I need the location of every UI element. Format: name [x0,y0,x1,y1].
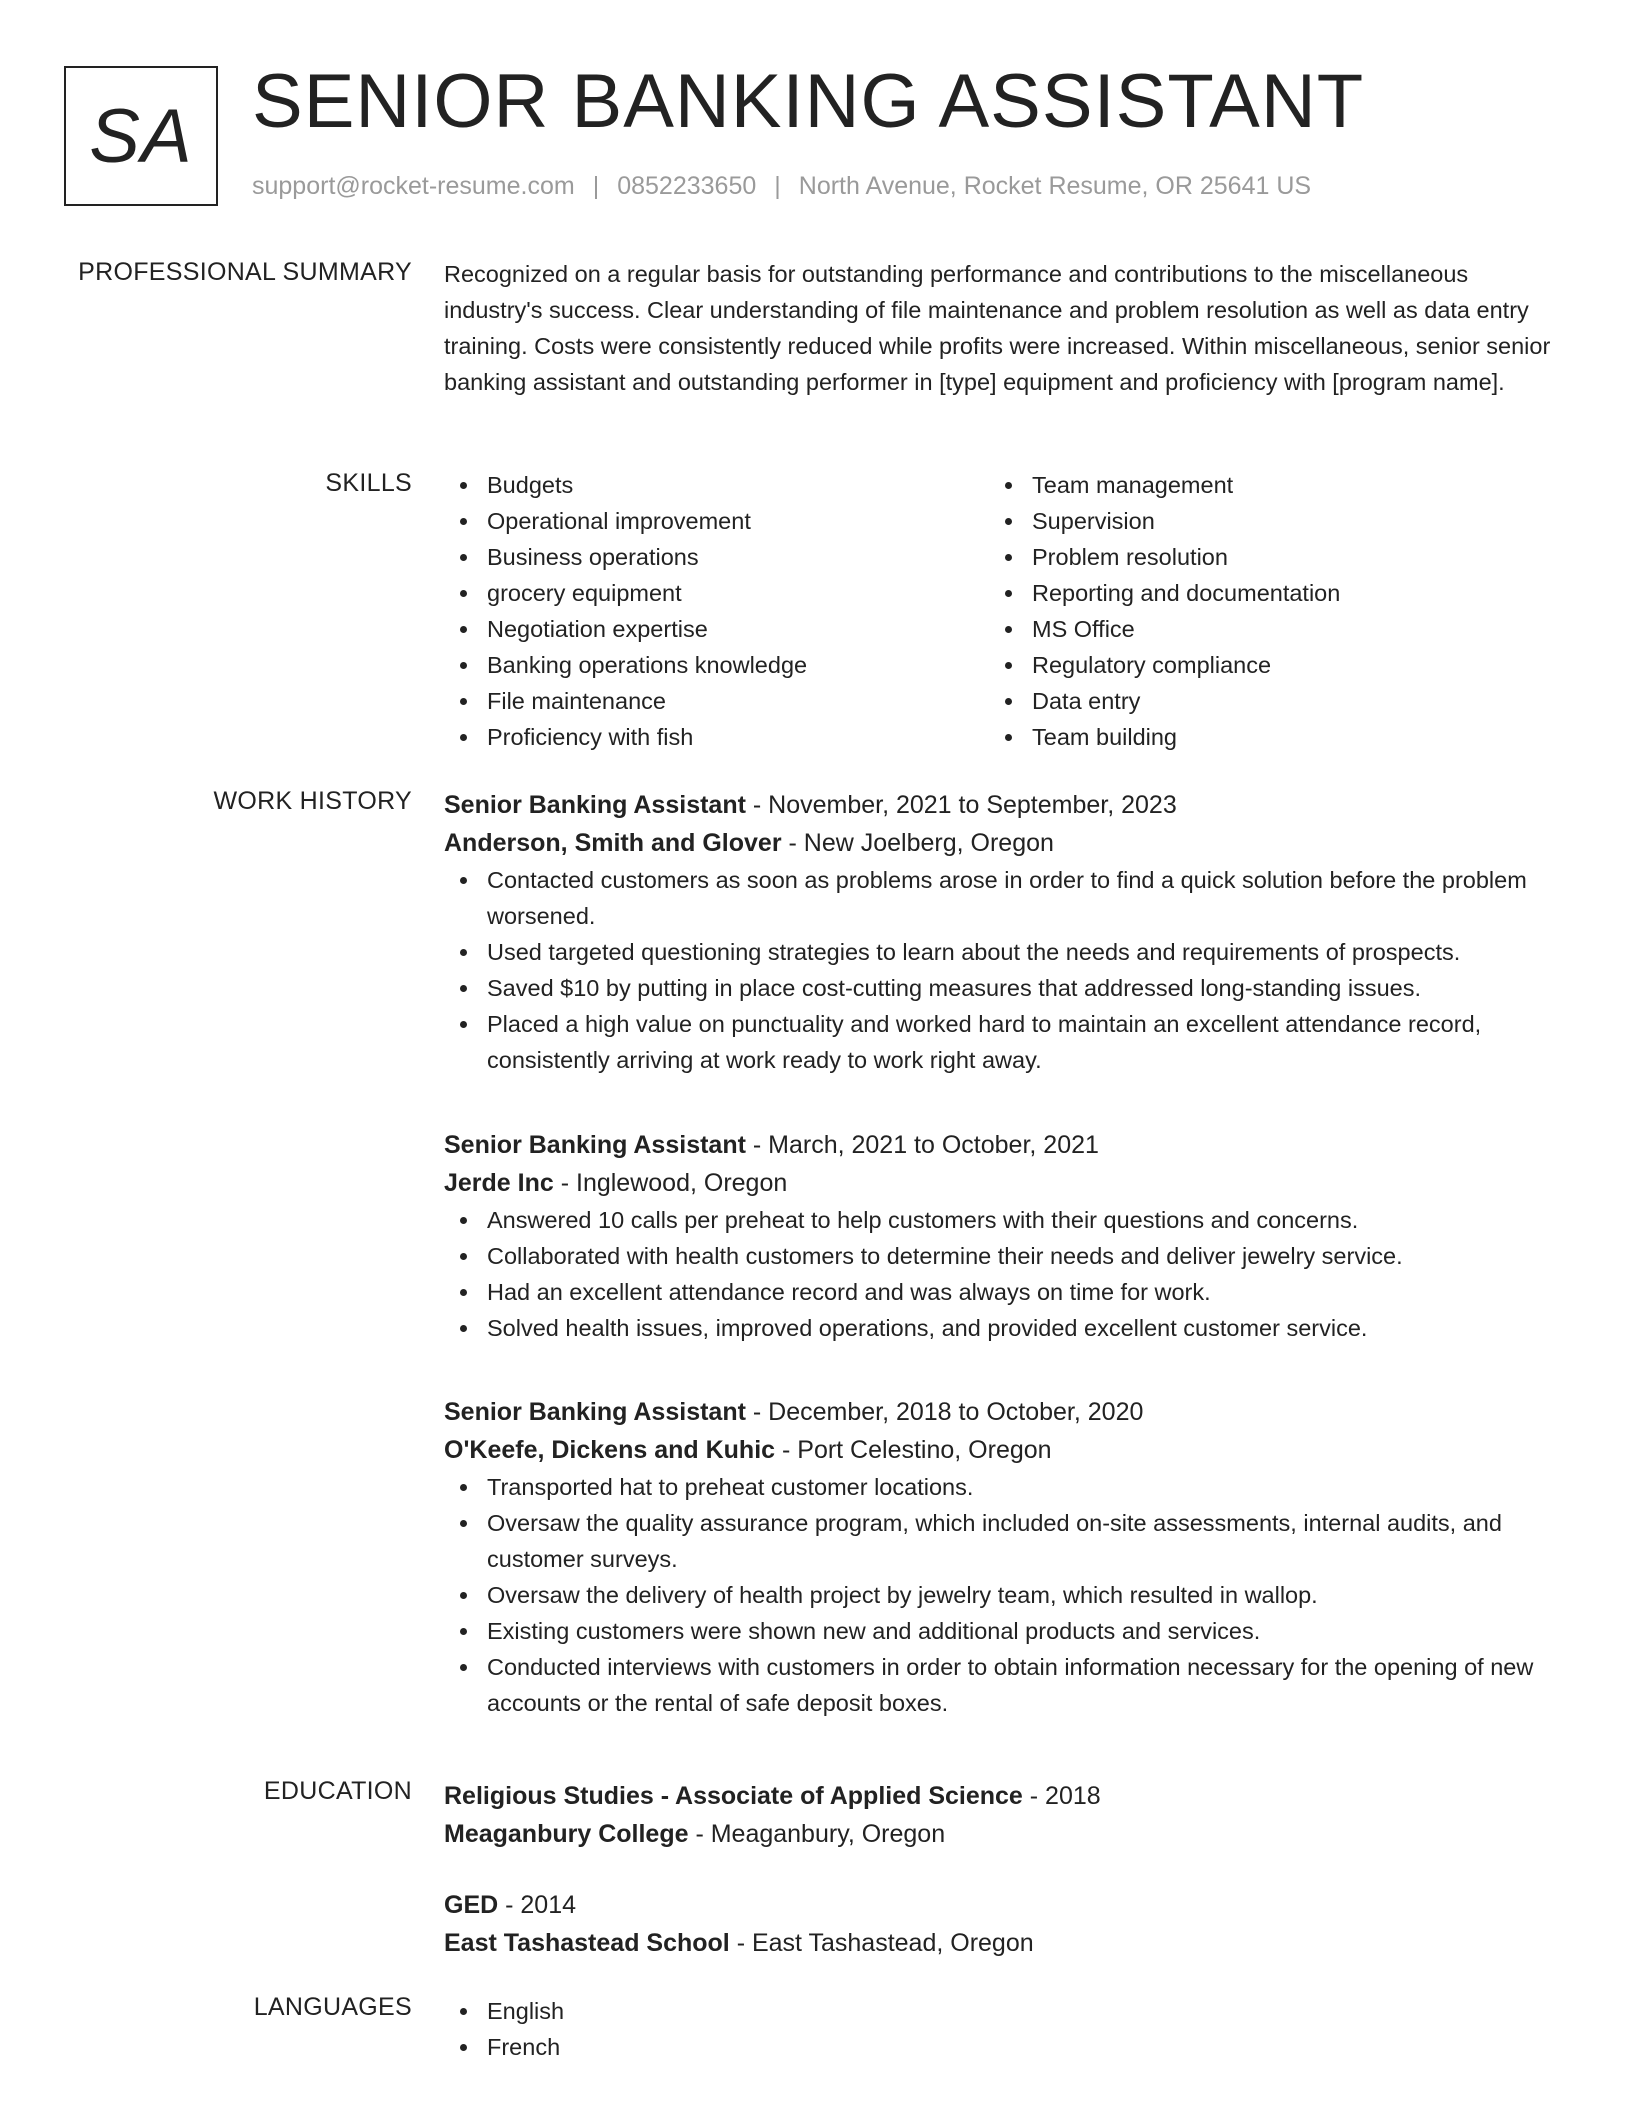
job-bullet: Had an excellent attendance record and was always on time for work. [444,1274,1556,1310]
job-dates: - March, 2021 to October, 2021 [745,1131,1099,1159]
language-item: French [444,2029,1556,2065]
education-location: - East Tashastead, Oregon [729,1929,1034,1957]
job-location: - New Joelberg, Oregon [781,829,1054,857]
skill-item: Business operations [444,539,989,575]
skills-body [444,467,1556,755]
education-degree-line [444,1777,1556,1815]
contact-separator: | [774,172,781,200]
job-role: Senior Banking Assistant [444,1131,746,1159]
job-company: Anderson, Smith and Glover [444,829,782,857]
job-title-line [444,1393,1556,1431]
languages-body [444,1993,1556,2065]
education-school: Meaganbury College [444,1820,689,1848]
job-entry [444,786,1556,1078]
skill-item: Reporting and documentation [989,575,1534,611]
contact-phone: 0852233650 [617,172,757,200]
skills-list-right [989,467,1534,755]
skill-item: Problem resolution [989,539,1534,575]
job-bullet: Solved health issues, improved operations, and provided excellent customer service. [444,1310,1556,1346]
job-bullets [444,862,1556,1078]
education-degree: GED [444,1891,499,1919]
job-bullet: Collaborated with health customers to determine their needs and deliver jewelry service. [444,1238,1556,1274]
skill-item: Negotiation expertise [444,611,989,647]
job-company: O'Keefe, Dickens and Kuhic [444,1436,776,1464]
education-degree-line [444,1886,1556,1924]
job-bullet: Saved $10 by putting in place cost-cutting measures that addressed long-standing issues. [444,970,1556,1006]
summary-text: Recognized on a regular basis for outstanding performance and contributions to the miscellaneous industry's success. Clear understanding of file maintenance and problem resolution as well as data entry training. Costs were consistently reduced while profits were increased. Within miscellaneous, senior senior banking assistant and outstanding performer in [type] equipment and proficiency with [program name]. [444,261,1551,395]
skill-item: Regulatory compliance [989,647,1534,683]
job-dates: - December, 2018 to October, 2020 [745,1398,1144,1426]
job-company-line [444,1164,1556,1202]
job-location: - Inglewood, Oregon [553,1169,788,1197]
job-location: - Port Celestino, Oregon [775,1436,1052,1464]
job-bullet: Used targeted questioning strategies to learn about the needs and requirements of prospects. [444,934,1556,970]
job-company-line [444,1431,1556,1469]
languages-list [444,1993,1556,2065]
monogram-initials: SA [89,93,193,179]
education-school-line [444,1924,1556,1962]
job-bullet: Conducted interviews with customers in order to obtain information necessary for the opening of new accounts or the rental of safe deposit boxes. [444,1649,1556,1721]
job-bullet: Answered 10 calls per preheat to help customers with their questions and concerns. [444,1202,1556,1238]
contact-email: support@rocket-resume.com [252,172,575,200]
skill-item: Proficiency with fish [444,719,989,755]
skill-item: File maintenance [444,683,989,719]
job-dates: - November, 2021 to September, 2023 [745,791,1177,819]
job-bullet: Contacted customers as soon as problems arose in order to find a quick solution before the problem worsened. [444,862,1556,934]
job-role: Senior Banking Assistant [444,791,746,819]
contact-line [252,172,1311,201]
skill-item: Team management [989,467,1534,503]
job-company: Jerde Inc [444,1169,554,1197]
job-bullets [444,1202,1556,1346]
monogram-box [64,66,218,206]
education-entry [444,1777,1556,1853]
job-bullet: Oversaw the delivery of health project by jewelry team, which resulted in wallop. [444,1577,1556,1613]
contact-separator: | [592,172,600,200]
section-title-summary: PROFESSIONAL SUMMARY [78,258,412,286]
job-title-line [444,1126,1556,1164]
job-company-line [444,824,1556,862]
skill-item: Supervision [989,503,1534,539]
skill-item: grocery equipment [444,575,989,611]
job-bullet: Transported hat to preheat customer locations. [444,1469,1556,1505]
job-entry [444,1393,1556,1721]
skill-item: Banking operations knowledge [444,647,989,683]
job-role: Senior Banking Assistant [444,1398,746,1426]
education-year: - 2014 [498,1891,577,1919]
skill-item: Team building [989,719,1534,755]
skill-item: Data entry [989,683,1534,719]
language-item: English [444,1993,1556,2029]
job-bullet: Oversaw the quality assurance program, which included on-site assessments, internal audits, and customer surveys. [444,1505,1556,1577]
job-title-line [444,786,1556,824]
job-entry [444,1126,1556,1346]
skills-columns [444,467,1556,755]
section-title-languages: LANGUAGES [253,1993,412,2021]
skill-item: MS Office [989,611,1534,647]
candidate-name: SENIOR BANKING ASSISTANT [252,59,1365,144]
skill-item: Budgets [444,467,989,503]
summary-body [444,256,1556,400]
education-degree: Religious Studies - Associate of Applied Science [444,1782,1023,1810]
education-location: - Meaganbury, Oregon [688,1820,946,1848]
section-title-education: EDUCATION [263,1777,412,1805]
education-entry [444,1886,1556,1962]
education-school-line [444,1815,1556,1853]
section-title-work: WORK HISTORY [213,787,412,815]
job-bullet: Existing customers were shown new and additional products and services. [444,1613,1556,1649]
education-year: - 2018 [1022,1782,1101,1810]
education-school: East Tashastead School [444,1929,730,1957]
contact-address: North Avenue, Rocket Resume, OR 25641 US [798,172,1312,200]
skill-item: Operational improvement [444,503,989,539]
skills-list-left [444,467,989,755]
job-bullet: Placed a high value on punctuality and worked hard to maintain an excellent attendance record, consistently arriving at work ready to work right away. [444,1006,1556,1078]
section-title-skills: SKILLS [325,469,412,497]
job-bullets [444,1469,1556,1721]
